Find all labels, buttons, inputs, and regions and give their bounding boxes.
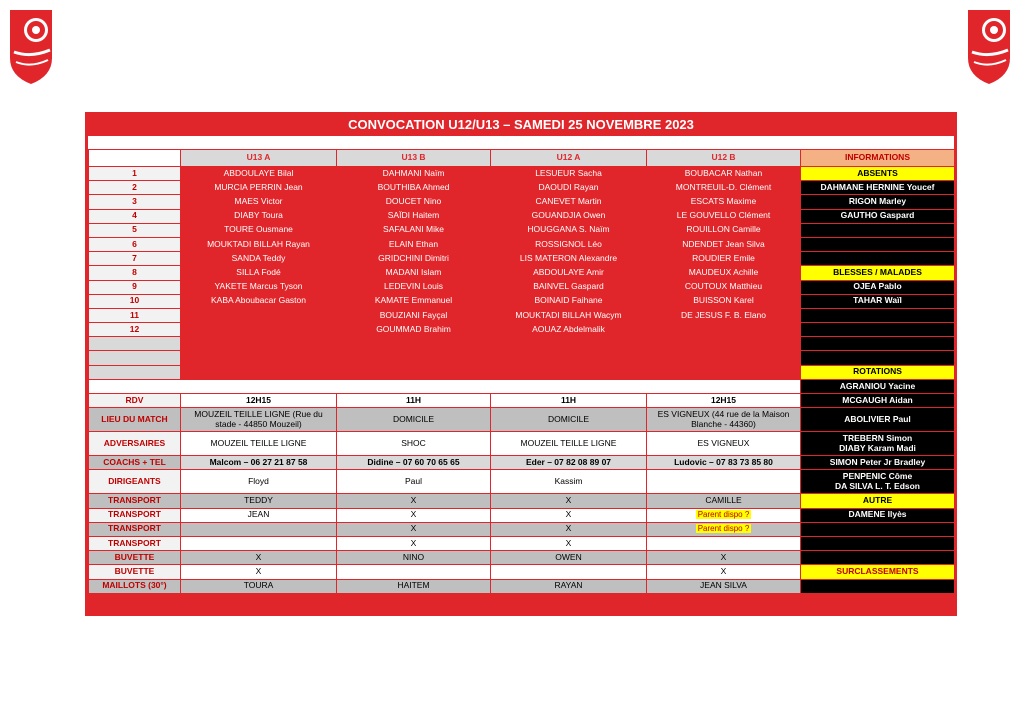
player-name: BUISSON Karel: [647, 294, 801, 308]
info-cell: DAHMANE HERNINE Youcef: [801, 181, 955, 195]
cell-value: X: [491, 494, 647, 508]
row-number: 9: [89, 280, 181, 294]
cell-value: [647, 470, 801, 494]
row-label: RDV: [89, 394, 181, 408]
player-name: ROUDIER Emile: [647, 252, 801, 266]
info-cell: [801, 470, 955, 494]
cell-value: [647, 508, 801, 522]
player-name: DIABY Toura: [181, 209, 337, 223]
info-cell: [801, 522, 955, 536]
cell-value: DOMICILE: [337, 408, 491, 432]
club-logo: [964, 6, 1014, 86]
cell-value: X: [337, 494, 491, 508]
player-name: [337, 365, 491, 379]
row-label: COACHS + TEL: [89, 456, 181, 470]
info-cell: [801, 337, 955, 351]
player-name: [647, 351, 801, 365]
row-label: LIEU DU MATCH: [89, 408, 181, 432]
row-number: 11: [89, 308, 181, 322]
player-name: AOUAZ Abdelmalik: [491, 323, 647, 337]
info-cell: BLESSES / MALADES: [801, 266, 955, 280]
row-number: 12: [89, 323, 181, 337]
player-name: [647, 337, 801, 351]
info-cell: ABSENTS: [801, 167, 955, 181]
player-name: LE GOUVELLO Clément: [647, 209, 801, 223]
info-cell: AGRANIOU Yacine: [801, 379, 955, 393]
info-cell: DAMENE Ilyès: [801, 508, 955, 522]
cell-value: OWEN: [491, 551, 647, 565]
info-cell: [801, 432, 955, 456]
player-name: [181, 337, 337, 351]
corner-cell: [89, 150, 181, 167]
parent-dispo-badge: Parent dispo ?: [697, 524, 750, 534]
player-name: LIS MATERON Alexandre: [491, 252, 647, 266]
player-name: [491, 351, 647, 365]
player-name: DAHMANI Naïm: [337, 167, 491, 181]
player-name: HOUGGANA S. Naïm: [491, 223, 647, 237]
player-name: ABDOULAYE Amir: [491, 266, 647, 280]
cell-value: X: [181, 551, 337, 565]
row-number: 8: [89, 266, 181, 280]
player-name: DE JESUS F. B. Elano: [647, 308, 801, 322]
player-name: ELAIN Ethan: [337, 237, 491, 251]
player-name: GOUANDJIA Owen: [491, 209, 647, 223]
player-name: DOUCET Nino: [337, 195, 491, 209]
player-name: [181, 308, 337, 322]
player-name: TOURE Ousmane: [181, 223, 337, 237]
player-name: SAÏDI Haitem: [337, 209, 491, 223]
cell-value: [647, 536, 801, 550]
player-name: [181, 323, 337, 337]
cell-value: X: [337, 508, 491, 522]
player-name: MAES Victor: [181, 195, 337, 209]
cell-value: ES VIGNEUX: [647, 432, 801, 456]
column-header: U13 A: [181, 150, 337, 167]
cell-value: Kassim: [491, 470, 647, 494]
player-name: BOUZIANI Fayçal: [337, 308, 491, 322]
info-line: TREBERN Simon: [842, 432, 913, 443]
cell-value: X: [337, 536, 491, 550]
cell-value: JEAN: [181, 508, 337, 522]
row-label: TRANSPORT: [89, 508, 181, 522]
cell-value: [337, 565, 491, 579]
cell-value: 12H15: [181, 394, 337, 408]
info-cell: [801, 252, 955, 266]
info-cell: SIMON Peter Jr Bradley: [801, 456, 955, 470]
player-name: BAINVEL Gaspard: [491, 280, 647, 294]
player-name: [491, 365, 647, 379]
info-cell: [801, 223, 955, 237]
player-name: MURCIA PERRIN Jean: [181, 181, 337, 195]
player-name: YAKETE Marcus Tyson: [181, 280, 337, 294]
player-name: [647, 323, 801, 337]
player-name: ESCATS Maxime: [647, 195, 801, 209]
page-title: CONVOCATION U12/U13 – SAMEDI 25 NOVEMBRE 2023: [348, 116, 694, 132]
player-name: ROSSIGNOL Léo: [491, 237, 647, 251]
row-number: 1: [89, 167, 181, 181]
player-name: ABDOULAYE Bilal: [181, 167, 337, 181]
info-cell: [801, 551, 955, 565]
cell-value: Paul: [337, 470, 491, 494]
row-label: TRANSPORT: [89, 522, 181, 536]
convocation-sheet: [85, 112, 957, 616]
column-header: U13 B: [337, 150, 491, 167]
player-name: NDENDET Jean Silva: [647, 237, 801, 251]
player-name: GRIDCHINI Dimitri: [337, 252, 491, 266]
cell-value: X: [337, 522, 491, 536]
player-name: SAFALANI Mike: [337, 223, 491, 237]
player-name: MADANI Islam: [337, 266, 491, 280]
player-name: [181, 365, 337, 379]
cell-value: [181, 522, 337, 536]
info-cell: RIGON Marley: [801, 195, 955, 209]
column-header: INFORMATIONS: [801, 150, 955, 167]
info-line: DA SILVA L. T. Edson: [835, 480, 920, 491]
row-label: TRANSPORT: [89, 536, 181, 550]
cell-value: Malcom – 06 27 21 87 58: [181, 456, 337, 470]
player-name: [337, 337, 491, 351]
cell-value: 12H15: [647, 394, 801, 408]
player-name: LEDEVIN Louis: [337, 280, 491, 294]
cell-value: X: [647, 565, 801, 579]
cell-value: RAYAN: [491, 579, 647, 593]
info-cell: ABOLIVIER Paul: [801, 408, 955, 432]
row-number: [89, 365, 181, 379]
info-cell: MCGAUGH Aidan: [801, 394, 955, 408]
row-number: 6: [89, 237, 181, 251]
cell-value: X: [181, 565, 337, 579]
cell-value: DOMICILE: [491, 408, 647, 432]
player-name: MOUKTADI BILLAH Rayan: [181, 237, 337, 251]
cell-value: TEDDY: [181, 494, 337, 508]
club-logo: [6, 6, 56, 86]
convocation-table: [88, 149, 955, 594]
info-cell: [801, 351, 955, 365]
player-name: KAMATE Emmanuel: [337, 294, 491, 308]
player-name: KABA Aboubacar Gaston: [181, 294, 337, 308]
row-number: [89, 337, 181, 351]
row-number: 7: [89, 252, 181, 266]
cell-value: Floyd: [181, 470, 337, 494]
info-cell: [801, 579, 955, 593]
info-cell: [801, 237, 955, 251]
cell-value: X: [491, 522, 647, 536]
info-cell: OJEA Pablo: [801, 280, 955, 294]
player-name: SILLA Fodé: [181, 266, 337, 280]
cell-value: 11H: [337, 394, 491, 408]
cell-value: SHOC: [337, 432, 491, 456]
blank-row: [88, 136, 954, 149]
player-name: [647, 365, 801, 379]
cell-value: HAITEM: [337, 579, 491, 593]
info-cell: TAHAR Waïl: [801, 294, 955, 308]
info-cell: [801, 323, 955, 337]
column-header: U12 A: [491, 150, 647, 167]
info-line: PENPENIC Côme: [842, 471, 913, 482]
row-number: 4: [89, 209, 181, 223]
player-name: DAOUDI Rayan: [491, 181, 647, 195]
row-number: 3: [89, 195, 181, 209]
player-name: [491, 337, 647, 351]
row-label: TRANSPORT: [89, 494, 181, 508]
cell-value: ES VIGNEUX (44 rue de la Maison Blanche - 44360): [647, 408, 801, 432]
cell-value: [491, 565, 647, 579]
player-name: ROUILLON Camille: [647, 223, 801, 237]
info-cell: SURCLASSEMENTS: [801, 565, 955, 579]
row-number: [89, 351, 181, 365]
player-name: SANDA Teddy: [181, 252, 337, 266]
player-name: BOUBACAR Nathan: [647, 167, 801, 181]
cell-value: TOURA: [181, 579, 337, 593]
info-cell: GAUTHO Gaspard: [801, 209, 955, 223]
info-line: DIABY Karam Madi: [839, 442, 916, 453]
cell-value: CAMILLE: [647, 494, 801, 508]
player-name: GOUMMAD Brahim: [337, 323, 491, 337]
player-name: LESUEUR Sacha: [491, 167, 647, 181]
cell-value: MOUZEIL TEILLE LIGNE: [181, 432, 337, 456]
cell-value: JEAN SILVA: [647, 579, 801, 593]
info-cell: [801, 536, 955, 550]
info-cell: AUTRE: [801, 494, 955, 508]
cell-value: Ludovic – 07 83 73 85 80: [647, 456, 801, 470]
player-name: COUTOUX Matthieu: [647, 280, 801, 294]
player-name: BOINAID Faihane: [491, 294, 647, 308]
parent-dispo-badge: Parent dispo ?: [697, 510, 750, 520]
cell-value: MOUZEIL TEILLE LIGNE: [491, 432, 647, 456]
player-name: MAUDEUX Achille: [647, 266, 801, 280]
cell-value: Eder – 07 82 08 89 07: [491, 456, 647, 470]
row-label: DIRIGEANTS: [89, 470, 181, 494]
row-label: BUVETTE: [89, 565, 181, 579]
player-name: MONTREUIL-D. Clément: [647, 181, 801, 195]
cell-value: X: [491, 536, 647, 550]
column-header: U12 B: [647, 150, 801, 167]
player-name: [181, 351, 337, 365]
cell-value: Didine – 07 60 70 65 65: [337, 456, 491, 470]
player-name: [337, 351, 491, 365]
cell-value: MOUZEIL TEILLE LIGNE (Rue du stade - 44850 Mouzeil): [181, 408, 337, 432]
row-label: BUVETTE: [89, 551, 181, 565]
cell-value: 11H: [491, 394, 647, 408]
info-cell: [801, 308, 955, 322]
player-name: BOUTHIBA Ahmed: [337, 181, 491, 195]
cell-value: NINO: [337, 551, 491, 565]
cell-value: X: [647, 551, 801, 565]
row-label: MAILLOTS (30°): [89, 579, 181, 593]
player-name: MOUKTADI BILLAH Wacym: [491, 308, 647, 322]
row-number: 5: [89, 223, 181, 237]
cell-value: X: [491, 508, 647, 522]
player-name: CANEVET Martin: [491, 195, 647, 209]
row-label: ADVERSAIRES: [89, 432, 181, 456]
cell-value: [181, 536, 337, 550]
cell-value: [647, 522, 801, 536]
row-number: 2: [89, 181, 181, 195]
row-number: 10: [89, 294, 181, 308]
info-cell: ROTATIONS: [801, 365, 955, 379]
blank-row: [89, 379, 801, 393]
